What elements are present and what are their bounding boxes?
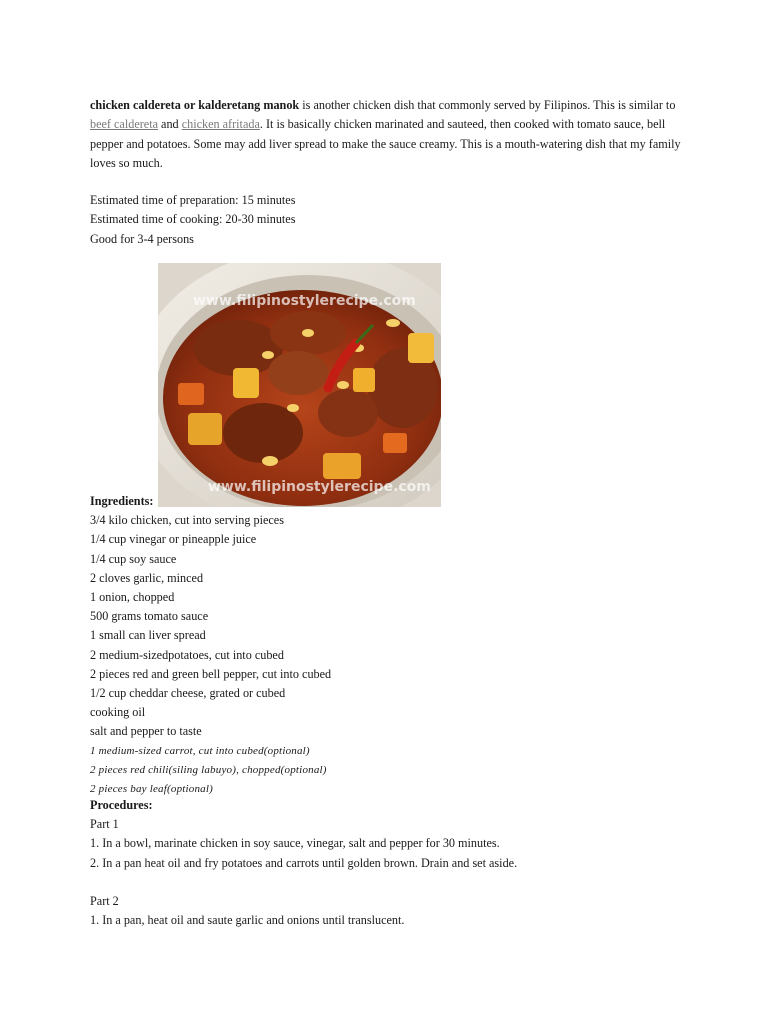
ingredient-item: 500 grams tomato sauce xyxy=(90,609,209,624)
procedures-section xyxy=(90,796,690,930)
ingredient-item: 2 pieces red and green bell pepper, cut into cubed xyxy=(90,666,332,681)
optional-ingredient-item: 2 pieces bay leaf(optional) xyxy=(90,783,214,796)
ingredient-item: 2 cloves garlic, minced xyxy=(90,570,204,585)
dish-name: chicken caldereta or kalderetang manok xyxy=(90,98,300,112)
ingredient-item: 1/4 cup soy sauce xyxy=(90,551,177,566)
ingredient-item: cooking oil xyxy=(90,705,146,720)
dish-photo xyxy=(158,263,441,507)
watermark-bottom: www.filipinostylerecipe.com xyxy=(208,479,431,495)
ingredient-item: 2 medium-sizedpotatoes, cut into cubed xyxy=(90,647,284,662)
dish-photo-image xyxy=(158,263,441,507)
recipe-meta xyxy=(90,191,295,249)
part-1-title: Part 1 xyxy=(90,817,119,832)
chicken-afritada-link[interactable]: chicken afritada xyxy=(181,117,260,132)
intro-text-2: and xyxy=(158,117,182,132)
ingredients-heading: Ingredients: xyxy=(90,494,154,508)
ingredient-item: 1 small can liver spread xyxy=(90,628,206,643)
servings: Good for 3-4 persons xyxy=(90,231,194,246)
intro-text-3: . It is basically chicken marinated and sauteed, then cooked with tomato sauce, bell pepper and potatoes. Some may add liver spread to make the sauce creamy. This is a mouth-watering dish that my family loves so much. xyxy=(90,117,681,170)
ingredient-item: 1 onion, chopped xyxy=(90,590,175,605)
ingredient-item: 1/4 cup vinegar or pineapple juice xyxy=(90,532,257,547)
cook-time: Estimated time of cooking: 20-30 minutes xyxy=(90,212,296,227)
part-2-title: Part 2 xyxy=(90,893,119,908)
beef-caldereta-link[interactable]: beef caldereta xyxy=(90,117,158,132)
procedure-step: 1. In a bowl, marinate chicken in soy sauce, vinegar, salt and pepper for 30 minutes. xyxy=(90,836,500,851)
procedure-step: 2. In a pan heat oil and fry potatoes and carrots until golden brown. Drain and set aside. xyxy=(90,855,518,870)
intro-text-1: is another chicken dish that commonly served by Filipinos. This is similar to xyxy=(299,98,676,112)
ingredients-section xyxy=(90,492,650,799)
ingredient-item: 1/2 cup cheddar cheese, grated or cubed xyxy=(90,686,286,701)
section-gap xyxy=(90,873,690,892)
procedures-heading: Procedures: xyxy=(90,798,153,812)
optional-ingredient-item: 2 pieces red chili(siling labuyo), chopped(optional) xyxy=(90,763,327,776)
ingredient-item: 3/4 kilo chicken, cut into serving pieces xyxy=(90,513,284,528)
prep-time: Estimated time of preparation: 15 minutes xyxy=(90,193,296,207)
watermark-top: www.filipinostylerecipe.com xyxy=(193,293,416,309)
intro-paragraph xyxy=(90,96,690,173)
ingredient-item: salt and pepper to taste xyxy=(90,724,202,739)
optional-ingredient-item: 1 medium-sized carrot, cut into cubed(optional) xyxy=(90,744,310,757)
procedure-step: 1. In a pan, heat oil and saute garlic and onions until translucent. xyxy=(90,913,405,928)
